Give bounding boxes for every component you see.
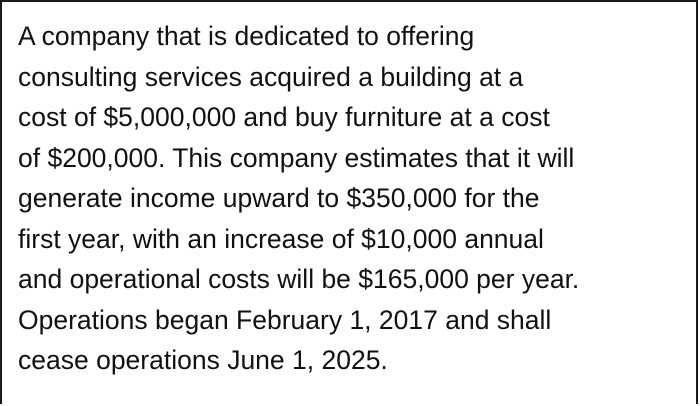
text-line: first year, with an increase of $10,000 annual	[18, 223, 544, 254]
problem-text	[18, 16, 690, 381]
text-line: of $200,000. This company estimates that it will	[18, 142, 575, 173]
text-line: A company that is dedicated to offering	[18, 21, 475, 51]
text-line: cease operations June 1, 2025.	[18, 345, 388, 375]
text-line: cost of $5,000,000 and buy furniture at a cost	[18, 102, 550, 132]
text-line: and operational costs will be $165,000 per year.	[18, 264, 580, 294]
text-line: generate income upward to $350,000 for the	[18, 183, 540, 213]
text-line: Operations began February 1, 2017 and shall	[18, 304, 552, 335]
text-line: consulting services acquired a building at a	[18, 61, 524, 92]
